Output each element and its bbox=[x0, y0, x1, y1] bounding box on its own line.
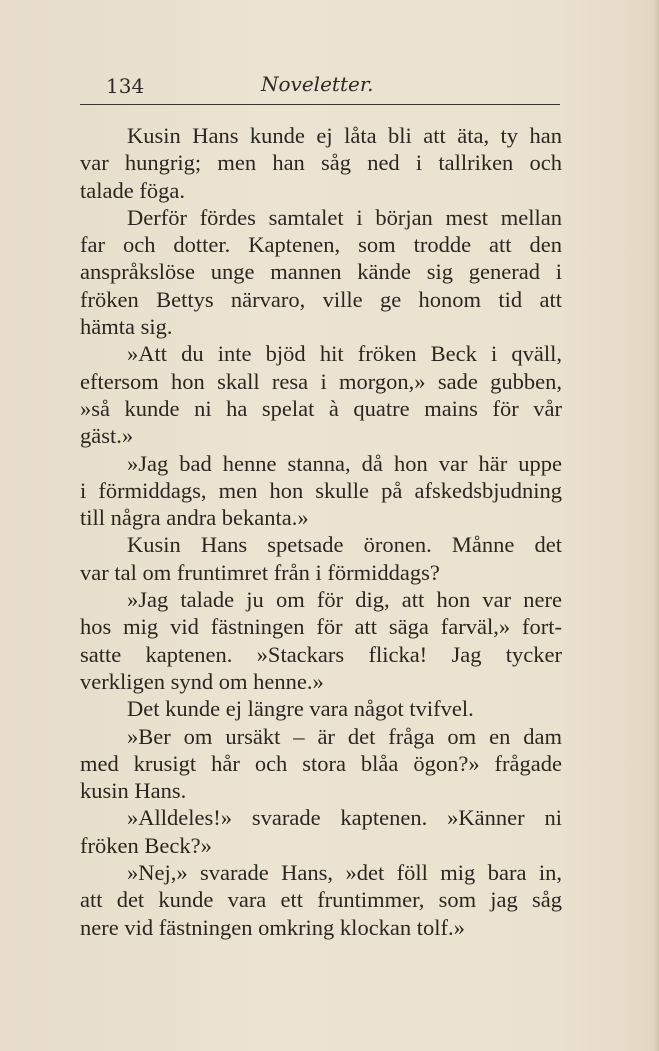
page-number: 134 bbox=[106, 74, 145, 98]
text-line: kusin Hans. bbox=[80, 778, 187, 804]
text-line: far och dotter. Kaptenen, som trodde att den bbox=[80, 232, 562, 258]
text-line: Derför fördes samtalet i början mest mellan bbox=[127, 204, 562, 230]
page-edge-shadow bbox=[653, 0, 659, 1051]
text-line: att det kunde vara ett fruntimmer, som jag såg bbox=[80, 887, 562, 913]
text-line: var hungrig; men han såg ned i tallriken och bbox=[80, 150, 562, 176]
header-rule bbox=[80, 104, 560, 105]
text-line: »Alldeles!» svarade kaptenen. »Känner ni bbox=[127, 805, 562, 831]
text-line: hos mig vid fästningen för att säga farväl,» fort- bbox=[80, 614, 562, 640]
text-line: till några andra bekanta.» bbox=[80, 505, 309, 531]
text-line: hämta sig. bbox=[80, 314, 173, 340]
page-header bbox=[106, 70, 558, 100]
text-line: satte kaptenen. »Stackars flicka! Jag tycker bbox=[80, 641, 562, 667]
text-line: »så kunde ni ha spelat à quatre mains för vår bbox=[80, 395, 562, 421]
body-text bbox=[80, 122, 562, 941]
text-line: »Nej,» svarade Hans, »det föll mig bara in, bbox=[127, 860, 562, 886]
text-line: med krusigt hår och stora blåa ögon?» frågade bbox=[80, 750, 562, 776]
text-line: nere vid fästningen omkring klockan tolf.» bbox=[80, 914, 465, 940]
text-line: eftersom hon skall resa i morgon,» sade gubben, bbox=[80, 368, 562, 394]
text-line: Kusin Hans spetsade öronen. Månne det bbox=[127, 532, 562, 558]
text-line: talade föga. bbox=[80, 177, 185, 203]
text-line: fröken Bettys närvaro, ville ge honom tid att bbox=[80, 286, 562, 312]
running-title: Noveletter. bbox=[261, 72, 374, 96]
text-line: i förmiddags, men hon skulle på afskedsbjudning bbox=[80, 477, 562, 503]
text-line: gäst.» bbox=[80, 423, 134, 449]
text-line: Kusin Hans kunde ej låta bli att äta, ty han bbox=[127, 123, 562, 148]
text-line: verkligen synd om henne.» bbox=[80, 668, 324, 694]
text-line: »Jag bad henne stanna, då hon var här uppe bbox=[127, 450, 562, 476]
text-line: »Att du inte bjöd hit fröken Beck i qväll, bbox=[127, 341, 562, 367]
text-line: Det kunde ej längre vara något tvifvel. bbox=[127, 696, 474, 722]
text-line: var tal om fruntimret från i förmiddags? bbox=[80, 559, 440, 585]
text-line: fröken Beck?» bbox=[80, 832, 212, 858]
text-line: »Jag talade ju om för dig, att hon var nere bbox=[127, 587, 562, 613]
text-line: »Ber om ursäkt – är det fråga om en dam bbox=[127, 723, 562, 749]
text-line: anspråkslöse unge mannen kände sig generad i bbox=[80, 259, 562, 285]
